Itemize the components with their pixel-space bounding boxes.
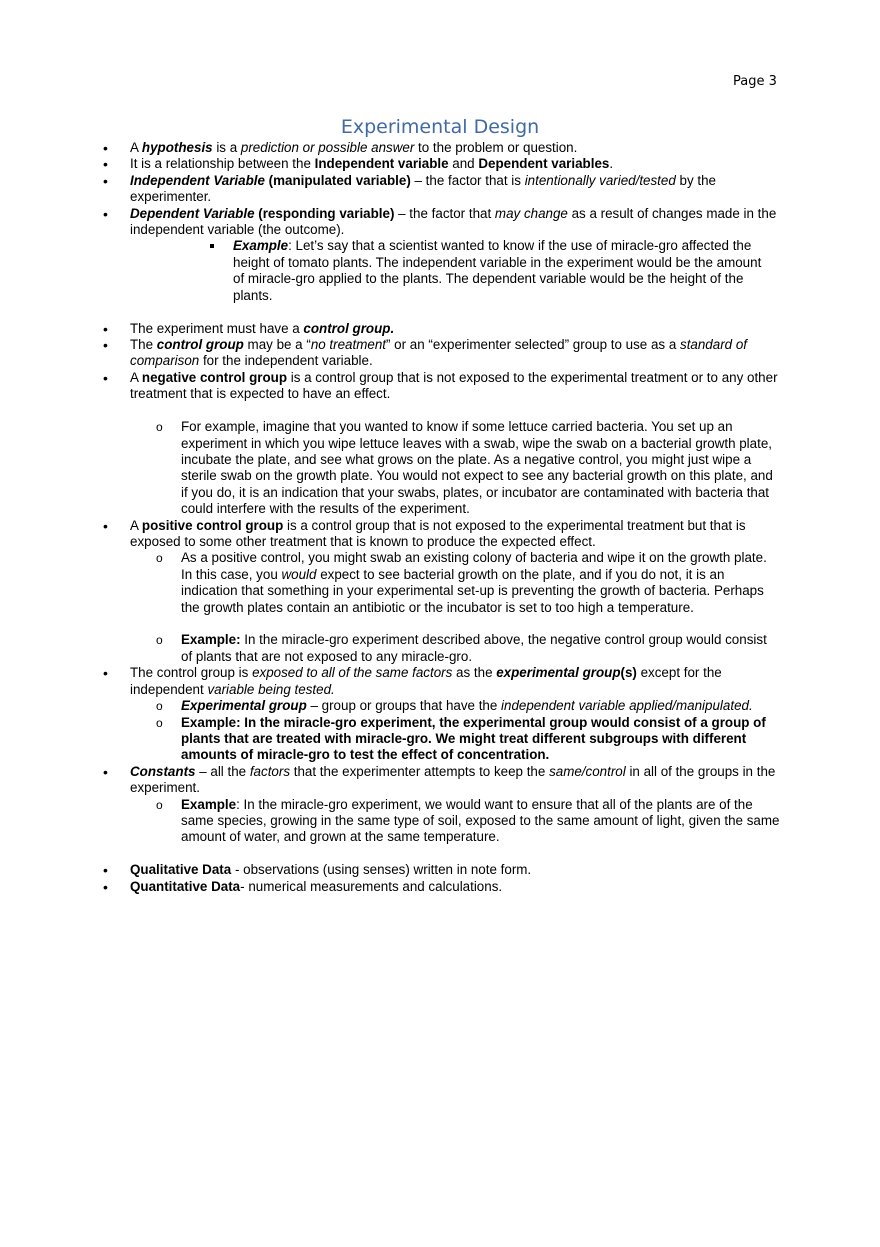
bullet-item [0, 370, 880, 403]
sub-bullet-item [0, 698, 880, 714]
text-run: A [130, 517, 142, 533]
text-run: : Let’s say that a scientist wanted to know if the use of miracle-gro affected the height of tomato plants. The independent variable in the experiment would be the amount of miracle-gro applied to the plants. The dependent variable would be the height of the plants. [233, 238, 762, 303]
text-run: . [609, 156, 614, 172]
text-run: same/control [549, 763, 626, 779]
text-run: to the problem or question. [414, 140, 578, 155]
text-run: As a positive control, you might swab an existing colony of bacteria and wipe it on the growth plate. In this case, you [181, 550, 767, 582]
text-run: Example [233, 238, 289, 254]
text-run: Dependent Variable [130, 205, 255, 221]
text-run: factors [249, 763, 291, 779]
text-run: would [281, 566, 317, 582]
bullet-item [0, 862, 880, 878]
text-run: ” or an “experimenter selected” group to use as a [386, 336, 680, 352]
text-run: is a control group that is not exposed to the experimental treatment but that is exposed to some other treatment that is known to produce the expected effect. [130, 517, 746, 549]
text-run: and [448, 156, 479, 172]
text-run: that the experimenter attempts to keep the [290, 763, 550, 779]
text-run: Independent Variable [130, 172, 265, 188]
text-run: : In the miracle-gro experiment, we would want to ensure that all of the plants are of the same species, growing in the same type of soil, exposed to the same amount of light, given the same amount of water, and grown at the same temperature. [181, 796, 780, 845]
text-run: negative control group [141, 369, 287, 385]
bullet-item [0, 518, 880, 551]
text-run: as a result of changes made in the independent variable (the outcome). [130, 205, 777, 238]
page-title: Experimental Design [340, 116, 540, 138]
text-run: may be a “ [243, 336, 311, 352]
bullet-item [0, 206, 880, 239]
text-run: independent variable applied/manipulated. [501, 698, 753, 714]
text-run: Constants [130, 763, 196, 779]
text-run: (responding variable) [254, 205, 395, 221]
text-run: (s) [620, 665, 637, 681]
bullet-list [0, 140, 880, 895]
spacer [0, 616, 880, 633]
text-run: – group or groups that have the [306, 698, 502, 714]
text-run: exposed to all of the same factors [252, 665, 453, 681]
text-run: Example: In the miracle-gro experiment, the experimental group would consist of a group of plants that are treated with miracle-gro. We might treat different subgroups with different amounts of miracle-gro to test the effect of concentration. [181, 714, 766, 763]
text-run: Dependent variables [478, 156, 610, 172]
bullet-item [0, 879, 880, 895]
bullet-item [0, 764, 880, 797]
spacer [0, 304, 880, 321]
text-run: standard of comparison [130, 336, 747, 369]
sub-bullet-item [0, 715, 880, 764]
bullet-item [0, 665, 880, 698]
text-run: intentionally varied/tested [524, 172, 676, 188]
bullet-item [0, 140, 880, 156]
text-run: In the miracle-gro experiment described above, the negative control group would consist of plants that are not exposed to any miracle-gro. [181, 632, 767, 664]
text-run: by the experimenter. [130, 172, 716, 205]
text-run: – the factor that [394, 205, 495, 221]
text-run: positive control group [141, 517, 284, 533]
spacer [0, 846, 880, 863]
text-run: prediction or possible answer [240, 140, 415, 155]
text-run: – all the [195, 763, 250, 779]
text-run: – the factor that is [410, 172, 525, 188]
text-run: may change [494, 205, 568, 221]
text-run: A [130, 369, 142, 385]
bullet-item [0, 321, 880, 337]
text-run: - observations (using senses) written in note form. [231, 862, 532, 878]
text-run: Qualitative Data [130, 862, 232, 878]
sub-bullet-item [0, 419, 880, 517]
sub-bullet-item [0, 550, 880, 616]
text-run: for the independent variable. [199, 353, 373, 369]
text-run: Example: [181, 632, 241, 648]
page-number: Page 3 [733, 74, 777, 89]
text-run: It is a relationship between the [130, 156, 315, 172]
text-run: control group [156, 336, 244, 352]
sub-bullet-item [0, 632, 880, 665]
bullet-item [0, 156, 880, 172]
text-run: Independent variable [314, 156, 449, 172]
text-run: (manipulated variable) [264, 172, 411, 188]
text-run: hypothesis [141, 140, 213, 155]
text-run: is a control group that is not exposed to the experimental treatment or to any other treatment that is expected to have an effect. [130, 369, 778, 402]
text-run: as the [452, 665, 497, 681]
text-run: The experiment must have a [130, 320, 304, 336]
text-run: control group. [303, 320, 395, 336]
text-run: The [130, 336, 157, 352]
text-run: no treatment [310, 336, 386, 352]
text-run: Example [181, 796, 237, 812]
text-run: expect to see bacterial growth on the plate, and if you do not, it is an indication that something in your experimental set-up is preventing the growth of bacteria. Perhaps the growth plates contain an antibiotic or the incubator is set to too high a temperature. [181, 566, 764, 615]
text-run: For example, imagine that you wanted to know if some lettuce carried bacteria. You set up an experiment in which you wipe lettuce leaves with a swab, wipe the swab on a bacterial growth plate, incubate the plate, and see what grows on the plate. As a negative control, you might just wipe a sterile swab on the growth plate. You would not expect to see any bacterial growth on this plate, and if you do, it is an indication that your swabs, plates, or incubator are contaminated with bacteria that could interfere with the results of the experiment. [181, 419, 773, 517]
text-run: Experimental group [181, 698, 307, 714]
text-run: in all of the groups in the experiment. [130, 763, 776, 796]
text-run: A [130, 140, 142, 155]
spacer [0, 403, 880, 420]
text-run: experimental group [496, 665, 621, 681]
text-run: The control group is [130, 665, 253, 681]
bullet-item [0, 337, 880, 370]
example-item [0, 238, 880, 304]
sub-bullet-item [0, 797, 880, 846]
text-run: variable being tested. [207, 681, 335, 697]
bullet-item [0, 173, 880, 206]
text-run: is a [212, 140, 241, 155]
text-run: Quantitative Data [130, 878, 241, 894]
text-run: - numerical measurements and calculations. [240, 878, 503, 894]
text-run: except for the independent [130, 665, 722, 697]
